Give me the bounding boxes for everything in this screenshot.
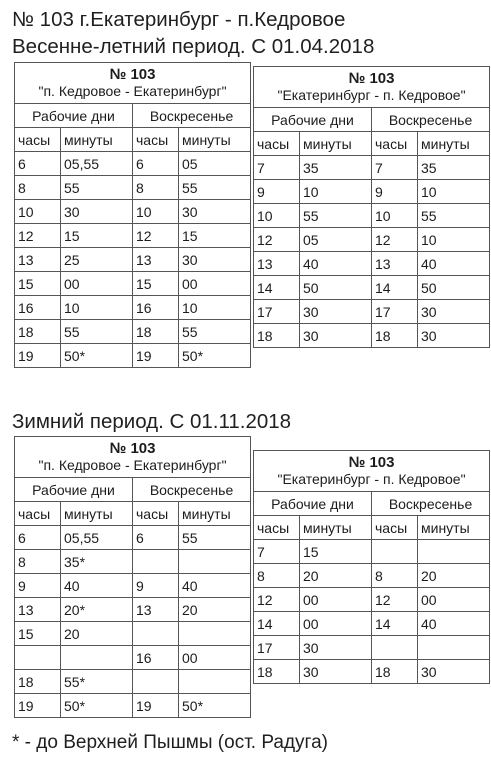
workday-minutes-cell: 55 [300,204,372,228]
route-number: № 103 [109,66,156,83]
sunday-hour-cell: 18 [372,660,418,684]
footnote: * - до Верхней Пышмы (ост. Радуга) [12,732,328,753]
sunday-minutes-cell: 55 [418,204,490,228]
sunday-minutes-cell: 30 [418,300,490,324]
sunday-hour-cell: 10 [133,200,179,224]
workday-hour-cell: 18 [15,670,61,694]
table-row [254,228,490,252]
workday-minutes-cell: 25 [61,248,133,272]
workday-minutes-cell: 30 [300,300,372,324]
workdays-header: Рабочие дни [15,478,133,502]
workday-hour-cell: 8 [15,176,61,200]
workday-minutes-cell: 00 [300,612,372,636]
sunday-hour-cell: 12 [372,588,418,612]
sunday-minutes-cell: 55 [179,320,251,344]
sunday-minutes-cell: 30 [179,200,251,224]
sunday-hour-cell: 19 [133,694,179,718]
workday-hour-cell: 12 [254,228,300,252]
workday-hour-cell: 8 [254,564,300,588]
table-row [254,564,490,588]
sunday-hour-cell: 14 [372,612,418,636]
route-number: № 103 [348,454,395,471]
workday-hour-cell: 10 [15,200,61,224]
workday-hour-cell: 18 [254,660,300,684]
sunday-minutes-cell: 50* [179,694,251,718]
sunday-minutes-cell: 00 [418,588,490,612]
sunday-minutes-cell: 10 [418,180,490,204]
table-row [254,636,490,660]
sunday-minutes-cell: 30 [418,324,490,348]
minutes-header: минуты [418,516,490,540]
route-title: № 103 г.Екатеринбург - п.Кедровое [12,8,346,31]
sunday-hour-cell: 8 [372,564,418,588]
workday-hour-cell: 19 [15,344,61,368]
sunday-hour-cell: 12 [372,228,418,252]
workday-minutes-cell: 40 [300,252,372,276]
direction-label: "Екатеринбург - п. Кедровое" [277,471,466,487]
table-row [15,526,251,550]
workday-minutes-cell: 55 [61,320,133,344]
table-caption [254,451,490,492]
sunday-minutes-cell: 15 [179,224,251,248]
hours-header: часы [372,132,418,156]
sunday-header: Воскресенье [372,108,490,132]
sunday-header: Воскресенье [133,104,251,128]
sunday-hour-cell: 13 [133,248,179,272]
sunday-hour-cell: 6 [133,152,179,176]
sunday-hour-cell: 7 [372,156,418,180]
table-row [15,344,251,368]
direction-label: "п. Кедровое - Екатеринбург" [38,83,227,99]
table-row [254,612,490,636]
sunday-minutes-cell: 50 [418,276,490,300]
table-row [254,588,490,612]
table-row [15,646,251,670]
table-row [254,156,490,180]
table-row [254,276,490,300]
winter-to-city-table [14,436,251,718]
workday-hour-cell: 14 [254,612,300,636]
sunday-hour-cell: 18 [372,324,418,348]
sunday-header: Воскресенье [372,492,490,516]
sunday-hour-cell: 12 [133,224,179,248]
sunday-minutes-cell: 55 [179,526,251,550]
workday-hour-cell: 12 [15,224,61,248]
sunday-hour-cell: 8 [133,176,179,200]
workday-hour-cell: 15 [15,622,61,646]
minutes-header: минуты [61,128,133,152]
minutes-header: минуты [418,132,490,156]
workdays-header: Рабочие дни [254,492,372,516]
minutes-header: минуты [300,516,372,540]
table-row [15,200,251,224]
workday-minutes-cell: 35* [61,550,133,574]
sunday-minutes-cell: 00 [179,272,251,296]
workday-hour-cell: 7 [254,156,300,180]
workday-minutes-cell: 40 [61,574,133,598]
table-row [15,320,251,344]
hours-header: часы [133,502,179,526]
hours-header: часы [254,132,300,156]
workday-hour-cell: 16 [15,296,61,320]
workday-hour-cell: 17 [254,300,300,324]
workday-minutes-cell: 20* [61,598,133,622]
workday-hour-cell: 18 [254,324,300,348]
workday-hour-cell: 18 [15,320,61,344]
summer-to-city-table [14,62,251,368]
workday-hour-cell: 9 [15,574,61,598]
workday-minutes-cell: 15 [61,224,133,248]
workday-minutes-cell: 30 [300,636,372,660]
sunday-hour-cell [133,550,179,574]
workday-hour-cell: 12 [254,588,300,612]
sunday-minutes-cell [418,636,490,660]
table-row [254,252,490,276]
workday-minutes-cell: 05 [300,228,372,252]
sunday-minutes-cell [179,622,251,646]
table-row [15,224,251,248]
workday-hour-cell: 14 [254,276,300,300]
winter-to-village-table [253,450,490,684]
workday-minutes-cell: 15 [300,540,372,564]
workday-minutes-cell: 55* [61,670,133,694]
sunday-hour-cell [372,636,418,660]
workday-minutes-cell: 50* [61,694,133,718]
workdays-header: Рабочие дни [254,108,372,132]
sunday-hour-cell: 6 [133,526,179,550]
workday-minutes-cell: 20 [300,564,372,588]
sunday-hour-cell: 18 [133,320,179,344]
workday-minutes-cell: 05,55 [61,152,133,176]
summer-to-village-table [253,66,490,348]
sunday-hour-cell [372,540,418,564]
route-number: № 103 [109,440,156,457]
sunday-hour-cell: 9 [372,180,418,204]
sunday-minutes-cell [179,670,251,694]
workday-hour-cell [15,646,61,670]
minutes-header: минуты [179,128,251,152]
table-row [15,694,251,718]
table-row [254,324,490,348]
workday-hour-cell: 13 [254,252,300,276]
workday-minutes-cell: 35 [300,156,372,180]
direction-label: "Екатеринбург - п. Кедровое" [277,87,466,103]
sunday-hour-cell: 9 [133,574,179,598]
workday-minutes-cell: 10 [61,296,133,320]
sunday-hour-cell [133,670,179,694]
sunday-header: Воскресенье [133,478,251,502]
workday-minutes-cell: 30 [61,200,133,224]
table-row [254,660,490,684]
sunday-hour-cell: 16 [133,646,179,670]
workday-hour-cell: 7 [254,540,300,564]
workday-minutes-cell: 00 [61,272,133,296]
sunday-minutes-cell [418,540,490,564]
sunday-minutes-cell: 50* [179,344,251,368]
table-row [15,598,251,622]
workday-minutes-cell: 50* [61,344,133,368]
table-row [15,176,251,200]
winter-period-title: Зимний период. С 01.11.2018 [12,410,292,433]
sunday-hour-cell: 10 [372,204,418,228]
table-row [15,272,251,296]
table-row [15,574,251,598]
minutes-header: минуты [300,132,372,156]
workday-hour-cell: 10 [254,204,300,228]
sunday-hour-cell: 16 [133,296,179,320]
workday-minutes-cell: 30 [300,324,372,348]
direction-label: "п. Кедровое - Екатеринбург" [38,457,227,473]
table-caption [15,437,251,478]
sunday-minutes-cell: 20 [418,564,490,588]
table-row [254,300,490,324]
sunday-minutes-cell: 10 [418,228,490,252]
workday-hour-cell: 9 [254,180,300,204]
workday-minutes-cell: 50 [300,276,372,300]
sunday-minutes-cell: 20 [179,598,251,622]
workday-minutes-cell: 00 [300,588,372,612]
workday-hour-cell: 17 [254,636,300,660]
hours-header: часы [133,128,179,152]
hours-header: часы [372,516,418,540]
minutes-header: минуты [61,502,133,526]
sunday-hour-cell: 15 [133,272,179,296]
workday-hour-cell: 6 [15,152,61,176]
table-caption [254,67,490,108]
workdays-header: Рабочие дни [15,104,133,128]
sunday-minutes-cell: 00 [179,646,251,670]
sunday-minutes-cell: 30 [418,660,490,684]
table-row [254,204,490,228]
workday-minutes-cell: 30 [300,660,372,684]
route-number: № 103 [348,70,395,87]
sunday-hour-cell: 14 [372,276,418,300]
table-row [15,248,251,272]
workday-minutes-cell: 20 [61,622,133,646]
workday-hour-cell: 15 [15,272,61,296]
workday-minutes-cell: 05,55 [61,526,133,550]
workday-hour-cell: 13 [15,248,61,272]
table-row [15,152,251,176]
sunday-hour-cell: 13 [372,252,418,276]
sunday-minutes-cell: 40 [179,574,251,598]
hours-header: часы [15,128,61,152]
workday-minutes-cell: 55 [61,176,133,200]
sunday-minutes-cell: 40 [418,612,490,636]
table-row [15,296,251,320]
summer-period-title: Весенне-летний период. С 01.04.2018 [12,35,375,58]
sunday-minutes-cell: 35 [418,156,490,180]
sunday-minutes-cell: 40 [418,252,490,276]
workday-minutes-cell: 10 [300,180,372,204]
table-row [254,180,490,204]
table-row [15,622,251,646]
sunday-hour-cell: 19 [133,344,179,368]
workday-minutes-cell [61,646,133,670]
sunday-minutes-cell: 30 [179,248,251,272]
workday-hour-cell: 6 [15,526,61,550]
sunday-minutes-cell: 55 [179,176,251,200]
table-caption [15,63,251,104]
table-row [254,540,490,564]
sunday-minutes-cell: 05 [179,152,251,176]
workday-hour-cell: 8 [15,550,61,574]
sunday-hour-cell [133,622,179,646]
sunday-hour-cell: 17 [372,300,418,324]
sunday-minutes-cell [179,550,251,574]
table-row [15,550,251,574]
workday-hour-cell: 13 [15,598,61,622]
hours-header: часы [15,502,61,526]
sunday-hour-cell: 13 [133,598,179,622]
hours-header: часы [254,516,300,540]
sunday-minutes-cell: 10 [179,296,251,320]
minutes-header: минуты [179,502,251,526]
table-row [15,670,251,694]
workday-hour-cell: 19 [15,694,61,718]
